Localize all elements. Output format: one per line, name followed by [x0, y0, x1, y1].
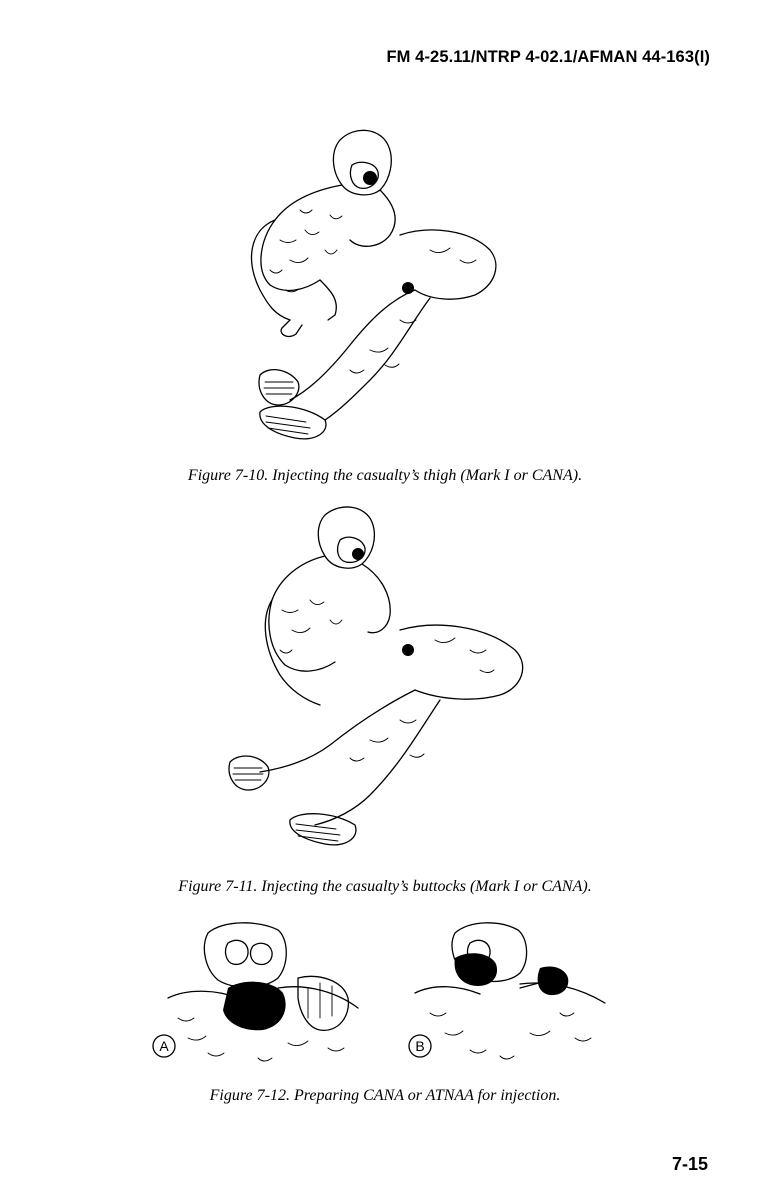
- running-header: FM 4-25.11/NTRP 4-02.1/AFMAN 44-163(I): [386, 48, 710, 66]
- panel-b-label: B: [415, 1038, 425, 1054]
- figure-7-10-illustration: [230, 120, 520, 450]
- figure-7-12-panel-b: [400, 918, 625, 1073]
- page-number: 7-15: [671, 1154, 708, 1174]
- figure-7-12-panel-a: [148, 918, 373, 1073]
- figure-7-10-caption: Figure 7-10. Injecting the casualty’s thigh (Mark I or CANA).: [187, 467, 583, 484]
- figure-7-12-caption: Figure 7-12. Preparing CANA or ATNAA for injection.: [209, 1087, 561, 1104]
- panel-a-label: A: [159, 1038, 169, 1054]
- figure-7-11-illustration: [220, 500, 540, 855]
- figure-7-11-caption: Figure 7-11. Injecting the casualty’s buttocks (Mark I or CANA).: [178, 878, 592, 895]
